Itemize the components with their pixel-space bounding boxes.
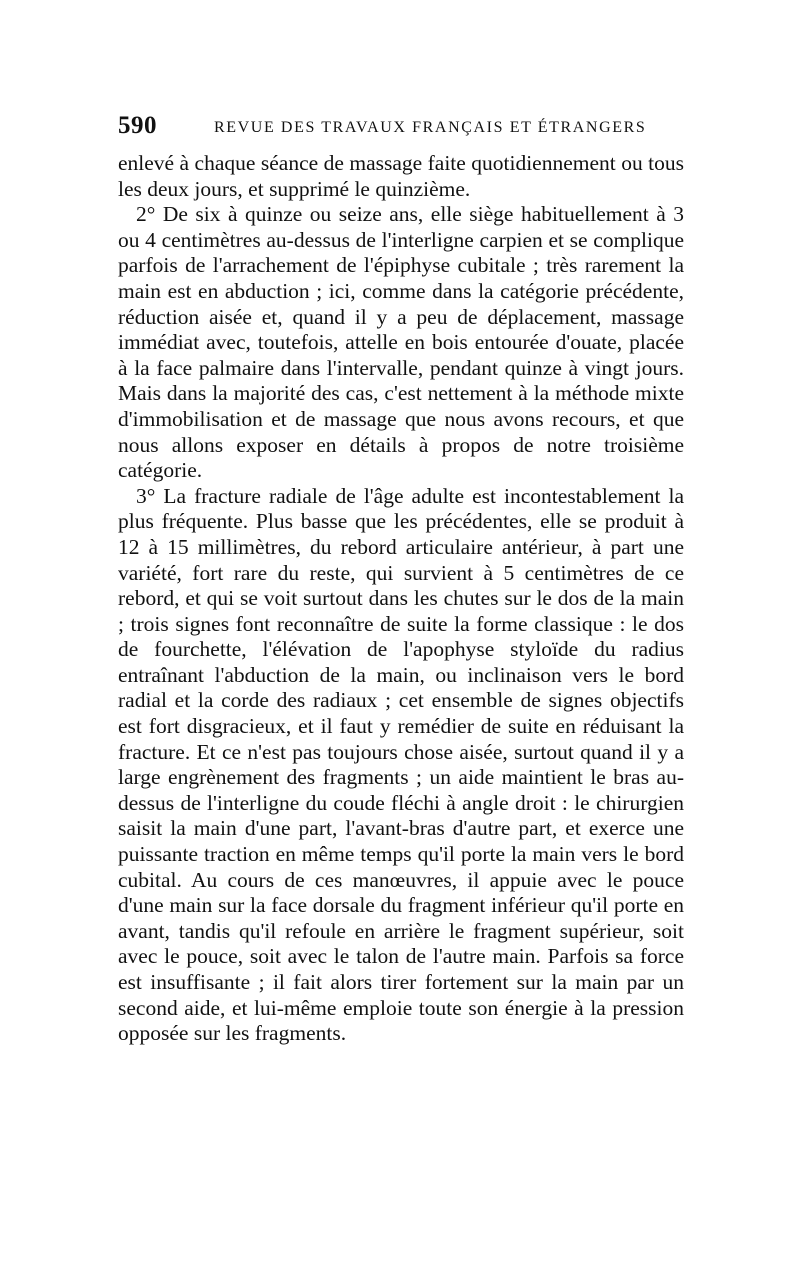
paragraph-adult-fracture: 3° La fracture radiale de l'âge adulte est incontestablement la plus fréquente. Plus basse que les précédentes, elle se produit à 12 à 15 millimètres, du rebord articulaire antérieur, à part une variété, fort rare du reste, qui survient à 5 centimètres de ce rebord, et qui se voit surtout dans les chutes sur le dos de la main ; trois signes font reconnaître de suite la forme classique : le dos de fourchette, l'élévation de l'apophyse styloïde du radius entraînant l'abduction de la main, ou inclinaison vers le bord radial et la corde des radiaux ; cet ensemble de signes objectifs est fort disgracieux, et il faut y remédier de suite en réduisant la fracture. Et ce n'est pas toujours chose aisée, surtout quand il y a large engrènement des fragments ; un aide maintient le bras au-dessus de l'interligne du coude fléchi à angle droit : le chirurgien saisit la main d'une part, l'avant-bras d'autre part, et exerce une puissante traction en même temps qu'il porte la main vers le bord cubital. Au cours de ces manœuvres, il appuie avec le pouce d'une main sur la face dorsale du fragment inférieur qu'il porte en avant, tandis qu'il refoule en arrière le fragment supérieur, soit avec le pouce, soit avec le talon de l'autre main. Parfois sa force est insuffisante ; il fait alors tirer fortement sur la main par un second aide, et lui-même emploie toute son énergie à la pression opposée sur les fragments. [118, 483, 684, 1046]
paragraph-continuation: enlevé à chaque séance de massage faite quotidiennement ou tous les deux jours, et supprimé le quinzième. [118, 151, 684, 201]
running-head: REVUE DES TRAVAUX FRANÇAIS ET ÉTRANGERS [214, 119, 647, 136]
page-header [118, 108, 684, 148]
body-text [118, 151, 684, 1047]
page-number: 590 [118, 112, 157, 139]
paragraph-age-six-to-sixteen: 2° De six à quinze ou seize ans, elle siège habituellement à 3 ou 4 centimètres au-dessus de l'interligne carpien et se complique parfois de l'arrachement de l'épiphyse cubitale ; très rarement la main est en abduction ; ici, comme dans la catégorie précédente, réduction aisée et, quand il y a peu de déplacement, massage immédiat avec, toutefois, attelle en bois entourée d'ouate, placée à la face palmaire dans l'intervalle, pendant quinze à vingt jours. Mais dans la majorité des cas, c'est nettement à la méthode mixte d'immobilisation et de massage que nous avons recours, et que nous allons exposer en détails à propos de notre troisième catégorie. [118, 202, 684, 483]
